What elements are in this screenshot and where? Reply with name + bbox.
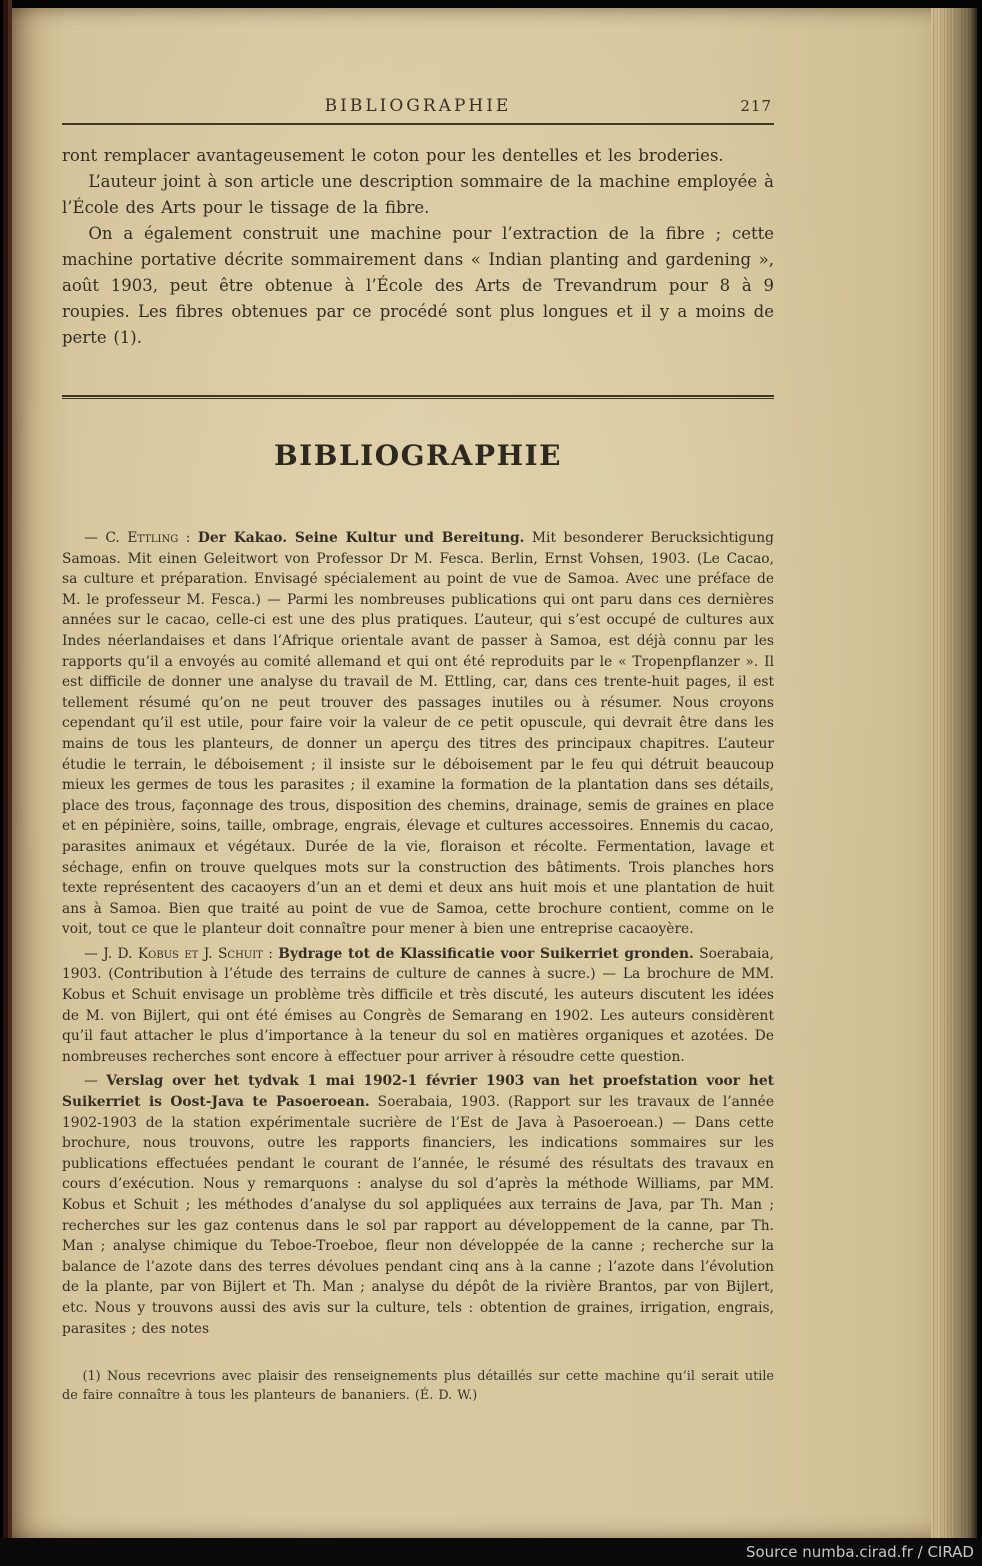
entry-body: Mit besonderer Berucksichtigung Samoas. Mit einen Geleitwort von Professor Dr M. Fesca. Berlin, Ernst Vohsen, 1903. (Le Cacao, sa culture et préparation. Envisagé spécialement au point de vue de Samoa. Avec une préface de M. le professeur M. Fesca.) — Parmi les nombreuses publications qui ont paru dans ces dernières années sur le cacao, celle-ci est une des plus pratiques. L’auteur, qui s’est occupé de cultures aux Indes néerlandaises et dans l’Afrique orientale avant de passer à Samoa, est déjà connu par les rapports qu’il a envoyés au comité allemand et qui ont été reproduits par le « Tropenpflanzer ». Il est difficile de donner une analyse du travail de M. Ettling, car, dans ces trente-huit pages, il est tellement résumé qu’on ne peut trouver des passages inutiles ou à résumer. Nous croyons cependant qu’il est utile, pour faire voir la valeur de ce petit opuscule, qui devrait être dans les mains de tous les planteurs, de donner un aperçu des titres des principaux chapitres. L’auteur étudie le terrain, le déboisement ; il insiste sur le déboisement par le feu qui détruit beaucoup mieux les germes de tous les parasites ; il examine la formation de la plantation dans ses détails, place des trous, façonnage des trous, disposition des chemins, drainage, semis de graines en place et en pépinière, soins, taille, ombrage, engrais, élevage et cultures accessoires. Ennemis du cacao, parasites animaux et végétaux. Durée de la vie, floraison et récolte. Fermentation, lavage et séchage, enfin on trouve quelques mots sur la construction des bâtiments. Trois planches hors texte représentent des cacaoyers d’un an et demi et deux ans huit mois et une plantation de huit ans à Samoa. Bien que traité au point de vue de Samoa, cette brochure contient, comme on le voit, tout ce que le planteur doit connaître pour mener à bien une entreprise cacaoyère. bbox=[62, 530, 774, 938]
entry-body: Soerabaia, 1903. (Rapport sur les travaux de l’année 1902-1903 de la station expérimentale sucrière de l’Est de Java à Pasoeroean.) — Dans cette brochure, nous trouvons, outre les rapports financiers, les indications sommaires sur les publications effectuées pendant le courant de l’année, le résumé des résultats des travaux en cours d’exécution. Nous y remarquons : analyse du sol d’après la méthode Williams, par MM. Kobus et Schuit ; les méthodes d’analyse du sol appliquées aux terrains de Java, par Th. Man ; recherches sur les gaz contenus dans le sol par rapport au développement de la canne, par Th. Man ; analyse chimique du Teboe-Troeboe, fleur non développée de la canne ; recherche sur la balance de l’azote dans des terres dévolues pendant cinq ans à la canne ; l’azote dans l’évolution de la plante, par von Bijlert et Th. Man ; analyse du dépôt de la rivière Brantos, par von Bijlert, etc. Nous y trouvons aussi des avis sur la culture, tels : obtention de graines, irrigation, engrais, parasites ; des notes bbox=[62, 1094, 774, 1337]
entry-title: Bydrage tot de Klassificatie voor Suikerriet gronden. bbox=[278, 945, 694, 962]
entry-title: Der Kakao. Seine Kultur und Bereitung. bbox=[197, 530, 525, 546]
page-content bbox=[62, 96, 774, 1405]
bibliography-entry bbox=[62, 528, 774, 940]
footnote: (1) Nous recevrions avec plaisir des renseignements plus détaillés sur cette machine qu’il serait utile de faire connaître à tous les planteurs de bananiers. (É. D. W.) bbox=[62, 1369, 774, 1404]
entry-author: — J. D. Kobus et J. Schuit : bbox=[84, 945, 279, 962]
scan-bottom-bar bbox=[0, 1538, 982, 1566]
entry-title: Verslag over het tydvak 1 mai 1902-1 février 1903 van het proefstation voor het Suikerriet is Oost-Java te Pasoeroean. bbox=[62, 1073, 774, 1111]
book-spine bbox=[0, 0, 12, 1566]
entry-author: — C. Ettling : bbox=[84, 530, 198, 546]
page-edge-stack bbox=[931, 8, 977, 1538]
section-title: BIBLIOGRAPHIE bbox=[274, 439, 562, 472]
section-separator-rule bbox=[62, 395, 774, 399]
running-header-title: BIBLIOGRAPHIE bbox=[324, 96, 512, 116]
entry-body: Soerabaia, 1903. (Contribution à l’étude des terrains de culture de cannes à sucre.) — La brochure de MM. Kobus et Schuit envisage un problème très difficile et très discuté, les auteurs discutent les idées de M. von Bijlert, qui ont été émises au Congrès de Semarang en 1902. Les auteurs considèrent qu’il faut attacher le plus d’importance à la teneur du sol en matières organiques et azotées. De nombreuses recherches sont encore à effectuer pour arriver à résoudre cette question. bbox=[62, 945, 774, 1065]
page-number: 217 bbox=[740, 97, 772, 115]
bibliography-entry bbox=[62, 1071, 774, 1339]
intro-paragraph: L’auteur joint à son article une description sommaire de la machine employée à l’École des Arts pour le tissage de la fibre. bbox=[62, 172, 774, 217]
intro-paragraph: ront remplacer avantageusement le coton pour les dentelles et les broderies. bbox=[62, 146, 724, 165]
header-rule bbox=[62, 123, 774, 125]
running-header bbox=[62, 96, 774, 116]
entry-author: — bbox=[84, 1073, 107, 1090]
book-page bbox=[10, 8, 977, 1538]
bibliography-entry bbox=[62, 944, 774, 1068]
source-attribution: Source numba.cirad.fr / CIRAD bbox=[745, 1543, 974, 1561]
intro-paragraph: On a également construit une machine pour l’extraction de la fibre ; cette machine portative décrite sommairement dans « Indian planting and gardening », août 1903, peut être obtenue à l’École des Arts de Trevandrum pour 8 à 9 roupies. Les fibres obtenues par ce procédé sont plus longues et il y a moins de perte (1). bbox=[62, 224, 774, 347]
